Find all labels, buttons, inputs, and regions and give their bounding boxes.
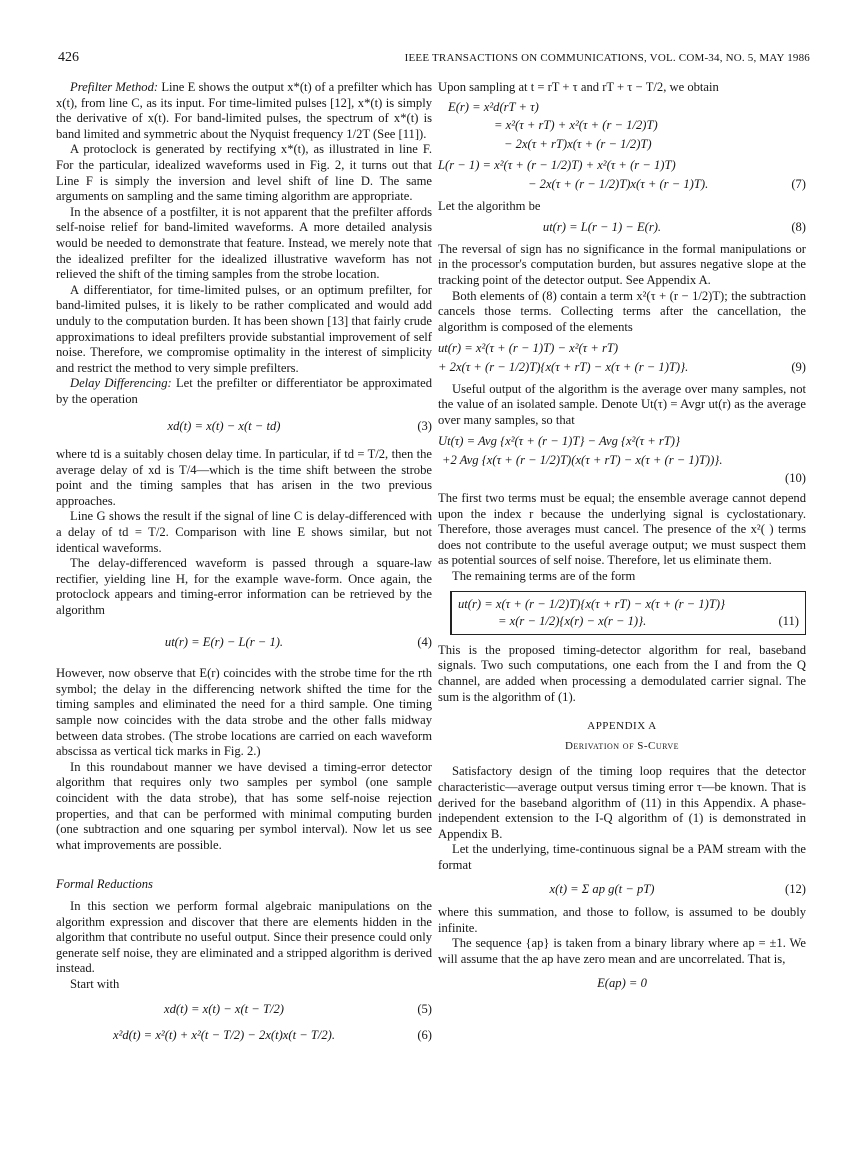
equation-12: x(t) = Σ ap g(t − pT) (12) — [549, 881, 806, 896]
left-column — [56, 80, 432, 1048]
right-column — [438, 80, 806, 995]
paragraph: Line G shows the result if the signal of line C is delay-differenced with a delay of td = T/2. Comparison with line E shows similar, but not identical waveforms. — [56, 509, 432, 555]
section-heading: Formal Reductions — [56, 877, 153, 892]
equation-number: (8) — [791, 220, 806, 235]
paragraph: Let the underlying, time-continuous signal be a PAM stream with the format — [438, 842, 806, 872]
equation-5: xd(t) = x(t) − x(t − T/2) (5) — [164, 1002, 432, 1017]
paragraph: A differentiator, for time-limited pulses, or an optimum prefilter, for band-limited pulses, it is likely to be rather complicated and would add unduly to the computation burden. It has been shown [13] that fairly crude approximations to ideal prefilters provide substantial improvement of self noise. Therefore, we compromise optimality in the interest of simplicity and restrict the method to very simple prefilters. — [56, 282, 432, 375]
paragraph: where td is a suitably chosen delay time. In particular, if td = T/2, then the average delay of xd is T/4—which is the time shift between the strobe point and the timing samples that has arisen in the two previous approaches. — [56, 447, 432, 508]
paragraph: Prefilter Method: Line E shows the output x*(t) of a prefilter which has x(t), from line C, as its input. For time-limited pulses [12], x*(t) is simply the derivative of x(t). For band-limited pulses, the spectrum of x*(t) is band limited and symmetric about the Nyquist frequency 1/2T (See [11]). — [56, 80, 432, 141]
equation-4: ut(r) = E(r) − L(r − 1). (4) — [164, 634, 432, 649]
paragraph: Delay Differencing: Let the prefilter or differentiator be approximated by the operation — [56, 376, 432, 406]
paragraph: In this section we perform formal algebraic manipulations on the algorithm expression and discover that there are elements hidden in the algorithm that contribute no useful output. Since their presence could only generate self noise, they are eliminated and a stripped algorithm is derived instead. — [56, 898, 432, 976]
paragraph: Useful output of the algorithm is the average over many samples, not the value of an isolated sample. Denote Ut(τ) = Avgr ut(r) as the average over many samples, so that — [438, 381, 806, 427]
equation-number: (12) — [785, 881, 806, 896]
equation-10: Ut(τ) = Avg {x²(τ + (r − 1)T} − Avg {x²(τ + rT)} +2 Avg {x(τ + (r − 1/2)T)(x(τ + rT) − x(τ + (r − 1)T))}. (10) — [438, 434, 806, 486]
paragraph: The remaining terms are of the form — [452, 569, 636, 584]
paragraph: Upon sampling at t = rT + τ and rT + τ − T/2, we obtain — [438, 80, 719, 94]
paragraph: This is the proposed timing-detector algorithm for real, baseband signals. Two such computations, one each from the I and from the Q channel, are added when processing a demodulated carrier signal. The sum is the algorithm of (1). — [438, 642, 806, 704]
equation-13: E(ap) = 0 — [597, 975, 647, 990]
boxed-equation-11: ut(r) = x(τ + (r − 1/2)T){x(τ + rT) − x(τ + (r − 1)T)} = x(r − 1/2){x(r) − x(r − 1)}. (11) — [450, 591, 806, 635]
equation-number: (7) — [791, 176, 806, 191]
equation-number: (4) — [417, 634, 432, 649]
paragraph: The reversal of sign has no significance in the formal manipulations or in the processor's computation burden, but assures negative slope at the tracking point of the detector output. See Appendix A. — [438, 241, 806, 287]
equation-7: E(r) = x²d(rT + τ) = x²(τ + rT) + x²(τ + (r − 1/2)T) − 2x(τ + rT)x(τ + (r − 1/2)T) L(r − 1) = x²(τ + (r − 1/2)T) + x²(τ + (r − 1)T) − 2x(τ + (r − 1/2)T)x(τ + (r − 1)T). (7) — [438, 99, 806, 191]
paragraph: A protoclock is generated by rectifying x*(t), as illustrated in line F. For the particular, idealized waveforms used in Fig. 2, it turns out that Line F is simply the inversion and level shift of line D. The same arguments on sampling and the same timing algorithm are appropriate. — [56, 142, 432, 204]
equation-number: (9) — [791, 359, 806, 374]
equation-9: ut(r) = x²(τ + (r − 1)T) − x²(τ + rT) + 2x(τ + (r − 1/2)T){x(τ + rT) − x(τ + (r − 1)T)}. (9) — [438, 341, 806, 374]
equation-6: x²d(t) = x²(t) + x²(t − T/2) − 2x(t)x(t − T/2). (6) — [112, 1028, 432, 1043]
equation-8: ut(r) = L(r − 1) − E(r). (8) — [542, 220, 806, 235]
paragraph: Let the algorithm be — [438, 198, 541, 213]
equation-number: (11) — [778, 614, 799, 629]
equation-number: (10) — [785, 471, 806, 486]
journal-running-head: IEEE TRANSACTIONS ON COMMUNICATIONS, VOL. COM-34, NO. 5, MAY 1986 — [404, 52, 810, 64]
paragraph: Satisfactory design of the timing loop requires that the detector characteristic—average output versus timing error τ—be known. That is derived for the baseband algorithm of (11) in this Appendix. A phase-independent extension to the I-Q algorithm of (1) is demonstrated in Appendix B. — [438, 764, 806, 841]
appendix-heading: APPENDIX A — [587, 720, 657, 733]
paragraph: The sequence {ap} is taken from a binary library where ap = ±1. We will assume that the ap have zero mean and are uncorrelated. That is, — [438, 936, 806, 966]
equation-3: xd(t) = x(t) − x(t − td) (3) — [167, 419, 432, 434]
page-header — [44, 50, 810, 70]
paragraph: In the absence of a postfilter, it is not apparent that the prefilter affords self-noise relief for band-limited waveforms. A more detailed analysis would be needed to demonstrate that feature. Instead, we merely note that the idealized prefilter for the idealized illustrative waveform has not relieved the shift of the timing samples from the strobe location. — [56, 204, 432, 282]
page-number: 426 — [58, 50, 79, 65]
equation-number: (6) — [417, 1028, 432, 1043]
equation-number: (3) — [417, 419, 432, 434]
paragraph: However, now observe that E(r) coincides with the strobe time for the rth symbol; the delay in the differencing network shifted the time for the timing samples and eliminated the need for a third sample. One timing sample now coincides with the data strobe and the other falls midway between data strobes. (The strobe locations are carried on each waveform abscissa as vertical tick marks in Fig. 2.) — [56, 666, 432, 759]
paragraph: In this roundabout manner we have devised a timing-error detector algorithm that requires only two samples per symbol (one sample coincident with the data strobe), that has some self-noise rejection properties, and that can be performed with minimal computing burden (one subtraction and one squaring per symbol interval). Now let us see what improvements are possible. — [56, 759, 432, 852]
run-in-heading: Delay Differencing: — [70, 376, 172, 391]
paragraph: Start with — [70, 976, 120, 991]
paragraph: where this summation, and those to follow, is assumed to be doubly infinite. — [438, 905, 806, 935]
paragraph: The first two terms must be equal; the ensemble average cannot depend upon the index r because the underlying signal is cyclostationary. Therefore, those averages must cancel. The presence of the x²( ) terms does not contribute to the useful average output; we must suspect them as potential sources of self noise. Therefore, let us eliminate them. — [438, 491, 806, 568]
equation-number: (5) — [417, 1002, 432, 1017]
paragraph: Both elements of (8) contain a term x²(τ + (r − 1/2)T); the subtraction cancels those terms. Collecting terms after the cancellation, the algorithm is composed of the elements — [438, 288, 806, 334]
paragraph: The delay-differenced waveform is passed through a square-law rectifier, yielding line H, for the example wave-form. Once again, the protoclock appears and timing-error information can be retrieved by the algorithm — [56, 556, 432, 617]
appendix-title: Derivation of S-Curve — [564, 739, 680, 752]
run-in-heading: Prefilter Method: — [70, 80, 159, 94]
